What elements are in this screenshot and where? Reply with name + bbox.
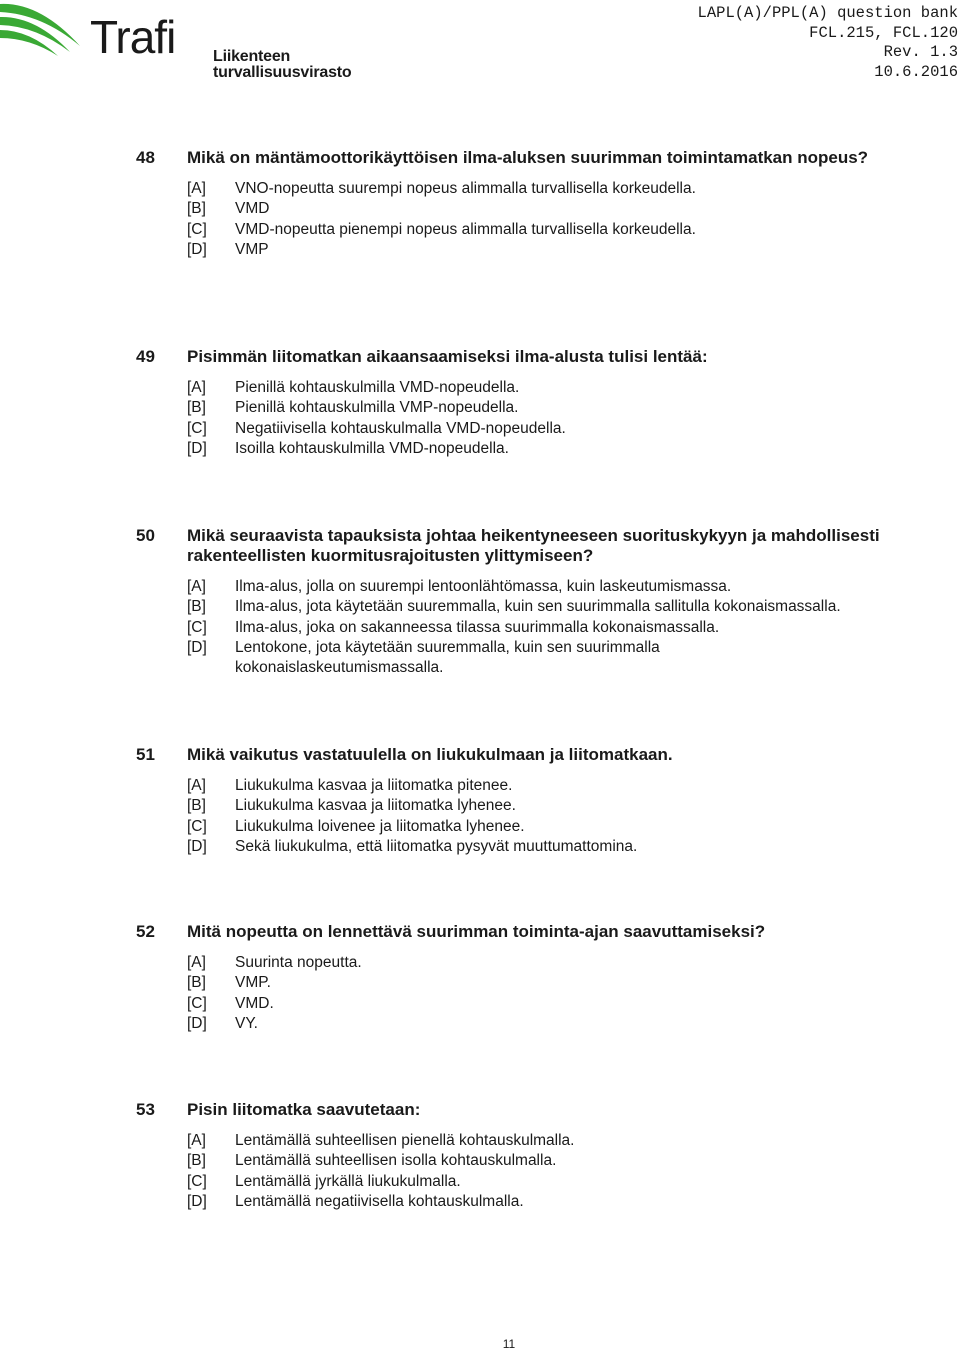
answer-option: [136, 220, 936, 240]
answer-list: [136, 179, 936, 260]
answer-option: [136, 994, 936, 1014]
meta-date: 10.6.2016: [874, 62, 958, 81]
question-52: [136, 922, 936, 1034]
answer-option: [136, 1192, 936, 1212]
question-heading: [136, 347, 936, 367]
answer-text: Pienillä kohtauskulmilla VMP-nopeudella.: [235, 399, 519, 417]
document-meta: [698, 4, 958, 82]
answer-text: Pienillä kohtauskulmilla VMD-nopeudella.: [235, 379, 520, 396]
answer-letter: [A]: [187, 180, 206, 197]
question-53: [136, 1100, 936, 1212]
answer-letter: [A]: [187, 1132, 206, 1149]
meta-reference: FCL.215, FCL.120: [809, 23, 958, 42]
question-text: Mitä nopeutta on lennettävä suurimman toiminta-ajan saavuttamiseksi?: [187, 922, 766, 941]
question-heading: [136, 745, 936, 765]
brand-subtitle: Liikenteen turvallisuusvirasto: [213, 48, 352, 81]
answer-option: [136, 776, 936, 796]
answer-letter: [D]: [187, 837, 207, 855]
question-48: [136, 148, 936, 260]
answer-letter: [B]: [187, 598, 206, 616]
question-51: [136, 745, 936, 857]
question-text: Mikä on mäntämoottorikäyttöisen ilma-aluksen suurimman toimintamatkan nopeus?: [187, 148, 869, 167]
answer-text: VNO-nopeutta suurempi nopeus alimmalla turvallisella korkeudella.: [235, 180, 696, 197]
answer-option: [136, 638, 686, 679]
answer-text: VMD-nopeutta pienempi nopeus alimmalla turvallisella korkeudella.: [235, 220, 696, 238]
answer-text: Isoilla kohtauskulmilla VMD-nopeudella.: [235, 439, 509, 457]
answer-letter: [A]: [187, 777, 206, 794]
question-50: [136, 526, 936, 678]
answer-text: Suurinta nopeutta.: [235, 954, 362, 971]
answer-letter: [D]: [187, 1192, 207, 1210]
answer-text: Liukukulma kasvaa ja liitomatka lyhenee.: [235, 797, 516, 815]
trafi-swoosh-icon: [0, 0, 90, 60]
answer-letter: [D]: [187, 1014, 207, 1032]
answer-text: VMD.: [235, 994, 274, 1012]
answer-text: Lentämällä suhteellisen pienellä kohtauskulmalla.: [235, 1132, 575, 1149]
answer-letter: [C]: [187, 419, 207, 437]
answer-text: Lentämällä suhteellisen isolla kohtauskulmalla.: [235, 1152, 557, 1170]
answer-letter: [A]: [187, 954, 206, 971]
answer-option: [136, 577, 936, 597]
answer-option: [136, 1014, 936, 1034]
question-text: Pisimmän liitomatkan aikaansaamiseksi ilma-alusta tulisi lentää:: [187, 347, 708, 366]
answer-text: Lentokone, jota käytetään suuremmalla, kuin sen suurimmalla kokonaislaskeutumismassalla.: [235, 638, 660, 677]
answer-letter: [C]: [187, 220, 207, 238]
answer-list: [136, 953, 936, 1034]
page-number: 11: [502, 1337, 516, 1351]
answer-letter: [B]: [187, 1152, 206, 1170]
answer-text: Ilma-alus, jolla on suurempi lentoonlähtömassa, kuin laskeutumismassa.: [235, 578, 732, 595]
question-heading: [136, 526, 936, 566]
question-heading: [136, 922, 936, 942]
answer-option: [136, 199, 936, 219]
brand-name: Trafi: [90, 11, 176, 63]
answer-option: [136, 1151, 936, 1171]
answer-option: [136, 179, 936, 199]
answer-text: Ilma-alus, joka on sakanneessa tilassa suurimmalla kokonaismassalla.: [235, 618, 720, 636]
answer-option: [136, 618, 936, 638]
question-text: Mikä vaikutus vastatuulella on liukukulmaan ja liitomatkaan.: [187, 745, 673, 764]
answer-option: [136, 817, 936, 837]
answer-text: VMD: [235, 200, 270, 218]
answer-option: [136, 597, 936, 617]
question-49: [136, 347, 936, 459]
answer-text: Ilma-alus, jota käytetään suuremmalla, kuin sen suurimmalla sallitulla kokonaismassalla.: [235, 598, 841, 616]
answer-option: [136, 1172, 936, 1192]
answer-text: VMP: [235, 240, 269, 258]
answer-letter: [B]: [187, 797, 206, 815]
question-number: 53: [136, 1100, 155, 1119]
answer-text: Lentämällä negatiivisella kohtauskulmalla.: [235, 1192, 524, 1210]
answer-letter: [D]: [187, 439, 207, 457]
answer-letter: [C]: [187, 994, 207, 1012]
answer-option: [136, 837, 936, 857]
answer-list: [136, 1131, 936, 1212]
meta-revision: Rev. 1.3: [883, 43, 958, 61]
meta-title: LAPL(A)/PPL(A) question bank: [697, 4, 958, 22]
answer-text: VMP.: [235, 974, 271, 992]
answer-list: [136, 776, 936, 857]
page-header: [0, 0, 960, 80]
answer-option: [136, 973, 936, 993]
answer-text: Sekä liukukulma, että liitomatka pysyvät muuttumattomina.: [235, 837, 638, 855]
answer-text: Negatiivisella kohtauskulmalla VMD-nopeudella.: [235, 419, 566, 437]
question-number: 48: [136, 148, 155, 167]
answer-letter: [B]: [187, 399, 206, 417]
answer-text: VY.: [235, 1014, 258, 1032]
question-text: Pisin liitomatka saavutetaan:: [187, 1100, 421, 1119]
answer-letter: [A]: [187, 578, 206, 595]
answer-option: [136, 439, 936, 459]
answer-option: [136, 398, 936, 418]
answer-letter: [A]: [187, 379, 206, 396]
answer-text: Lentämällä jyrkällä liukukulmalla.: [235, 1172, 461, 1190]
answer-option: [136, 953, 936, 973]
answer-option: [136, 240, 936, 260]
answer-list: [136, 577, 936, 678]
answer-letter: [C]: [187, 817, 207, 835]
question-text: Mikä seuraavista tapauksista johtaa heikentyneeseen suorituskykyyn ja mahdollisesti rakenteellisten kuormitusrajoitusten ylittymiseen?: [187, 526, 880, 565]
answer-letter: [D]: [187, 240, 207, 258]
question-number: 50: [136, 526, 155, 545]
question-heading: [136, 148, 936, 168]
question-number: 52: [136, 922, 155, 941]
question-number: 49: [136, 347, 155, 366]
answer-letter: [C]: [187, 1172, 207, 1190]
answer-text: Liukukulma kasvaa ja liitomatka pitenee.: [235, 777, 513, 794]
answer-text: Liukukulma loivenee ja liitomatka lyhenee.: [235, 817, 525, 835]
answer-letter: [B]: [187, 974, 206, 992]
answer-option: [136, 419, 936, 439]
answer-letter: [D]: [187, 638, 207, 656]
trafi-logo: [0, 0, 420, 81]
answer-option: [136, 796, 936, 816]
question-number: 51: [136, 745, 155, 764]
answer-option: [136, 378, 936, 398]
answer-option: [136, 1131, 936, 1151]
answer-letter: [C]: [187, 618, 207, 636]
question-heading: [136, 1100, 936, 1120]
answer-letter: [B]: [187, 200, 206, 218]
answer-list: [136, 378, 936, 459]
